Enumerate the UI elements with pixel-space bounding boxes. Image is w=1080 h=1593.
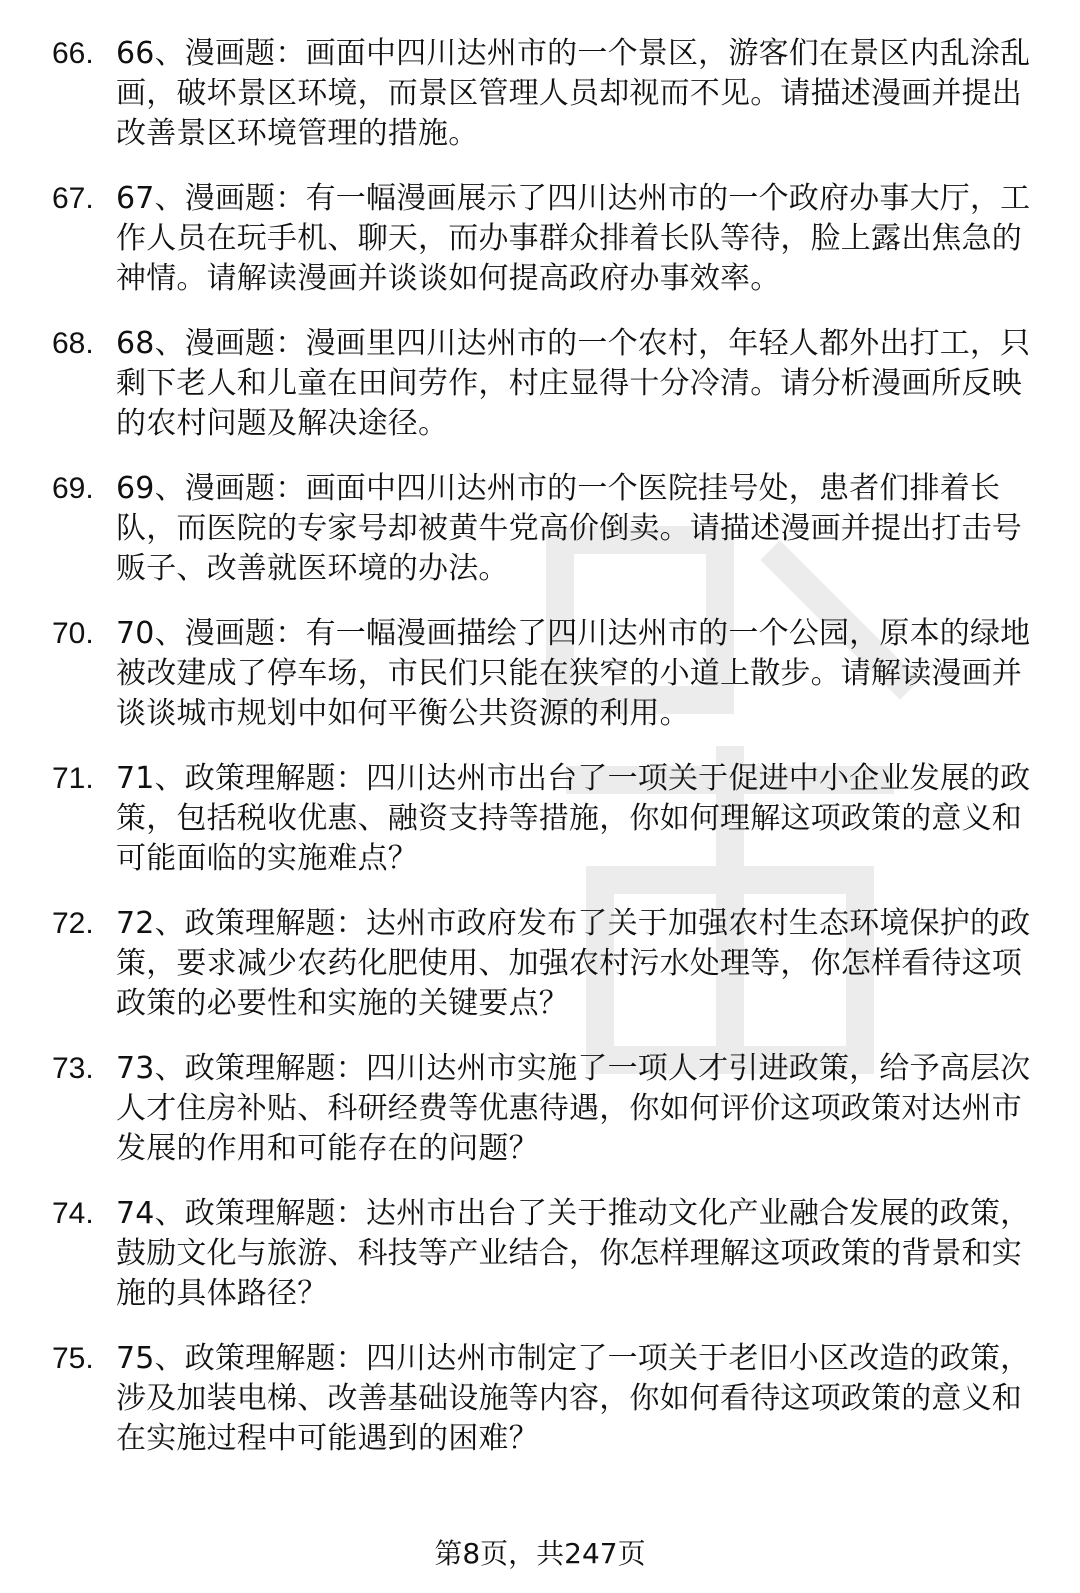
question-number: 69. (52, 472, 94, 505)
question-item (0, 904, 1080, 1049)
question-text: 68、漫画题：漫画里四川达州市的一个农村，年轻人都外出打工，只剩下老人和儿童在田间劳作，村庄显得十分冷清。请分析漫画所反映的农村问题及解决途径。 (116, 326, 1031, 441)
question-number: 75. (52, 1342, 94, 1375)
question-number: 68. (52, 327, 94, 360)
question-item (0, 759, 1080, 904)
question-number: 67. (52, 182, 94, 215)
question-text: 69、漫画题：画面中四川达州市的一个医院挂号处，患者们排着长队，而医院的专家号却被黄牛党高价倒卖。请描述漫画并提出打击号贩子、改善就医环境的办法。 (116, 471, 1022, 586)
question-number: 70. (52, 617, 94, 650)
question-text: 67、漫画题：有一幅漫画展示了四川达州市的一个政府办事大厅，工作人员在玩手机、聊天，而办事群众排着长队等待，脸上露出焦急的神情。请解读漫画并谈谈如何提高政府办事效率。 (116, 181, 1031, 296)
question-number: 73. (52, 1052, 94, 1085)
question-item (0, 34, 1080, 179)
question-list (0, 34, 1080, 1484)
question-item (0, 1339, 1080, 1484)
page-footer: 第8页，共247页 (434, 1537, 646, 1570)
question-item (0, 179, 1080, 324)
question-number: 66. (52, 37, 94, 70)
question-number: 72. (52, 907, 94, 940)
question-text: 73、政策理解题：四川达州市实施了一项人才引进政策，给予高层次人才住房补贴、科研经费等优惠待遇，你如何评价这项政策对达州市发展的作用和可能存在的问题？ (116, 1051, 1031, 1166)
question-item (0, 1194, 1080, 1339)
question-text: 72、政策理解题：达州市政府发布了关于加强农村生态环境保护的政策，要求减少农药化肥使用、加强农村污水处理等，你怎样看待这项政策的必要性和实施的关键要点？ (116, 906, 1031, 1021)
question-text: 71、政策理解题：四川达州市出台了一项关于促进中小企业发展的政策，包括税收优惠、融资支持等措施，你如何理解这项政策的意义和可能面临的实施难点？ (116, 761, 1031, 876)
question-number: 74. (52, 1197, 94, 1230)
question-text: 70、漫画题：有一幅漫画描绘了四川达州市的一个公园，原本的绿地被改建成了停车场，市民们只能在狭窄的小道上散步。请解读漫画并谈谈城市规划中如何平衡公共资源的利用。 (116, 616, 1031, 731)
question-item (0, 469, 1080, 614)
question-item (0, 614, 1080, 759)
question-text: 74、政策理解题：达州市出台了关于推动文化产业融合发展的政策，鼓励文化与旅游、科技等产业结合，你怎样理解这项政策的背景和实施的具体路径？ (116, 1196, 1031, 1311)
question-number: 71. (52, 762, 94, 795)
question-text: 66、漫画题：画面中四川达州市的一个景区，游客们在景区内乱涂乱画，破坏景区环境，而景区管理人员却视而不见。请描述漫画并提出改善景区环境管理的措施。 (116, 36, 1031, 151)
question-item (0, 324, 1080, 469)
question-item (0, 1049, 1080, 1194)
question-text: 75、政策理解题：四川达州市制定了一项关于老旧小区改造的政策，涉及加装电梯、改善基础设施等内容，你如何看待这项政策的意义和在实施过程中可能遇到的困难？ (116, 1341, 1031, 1456)
